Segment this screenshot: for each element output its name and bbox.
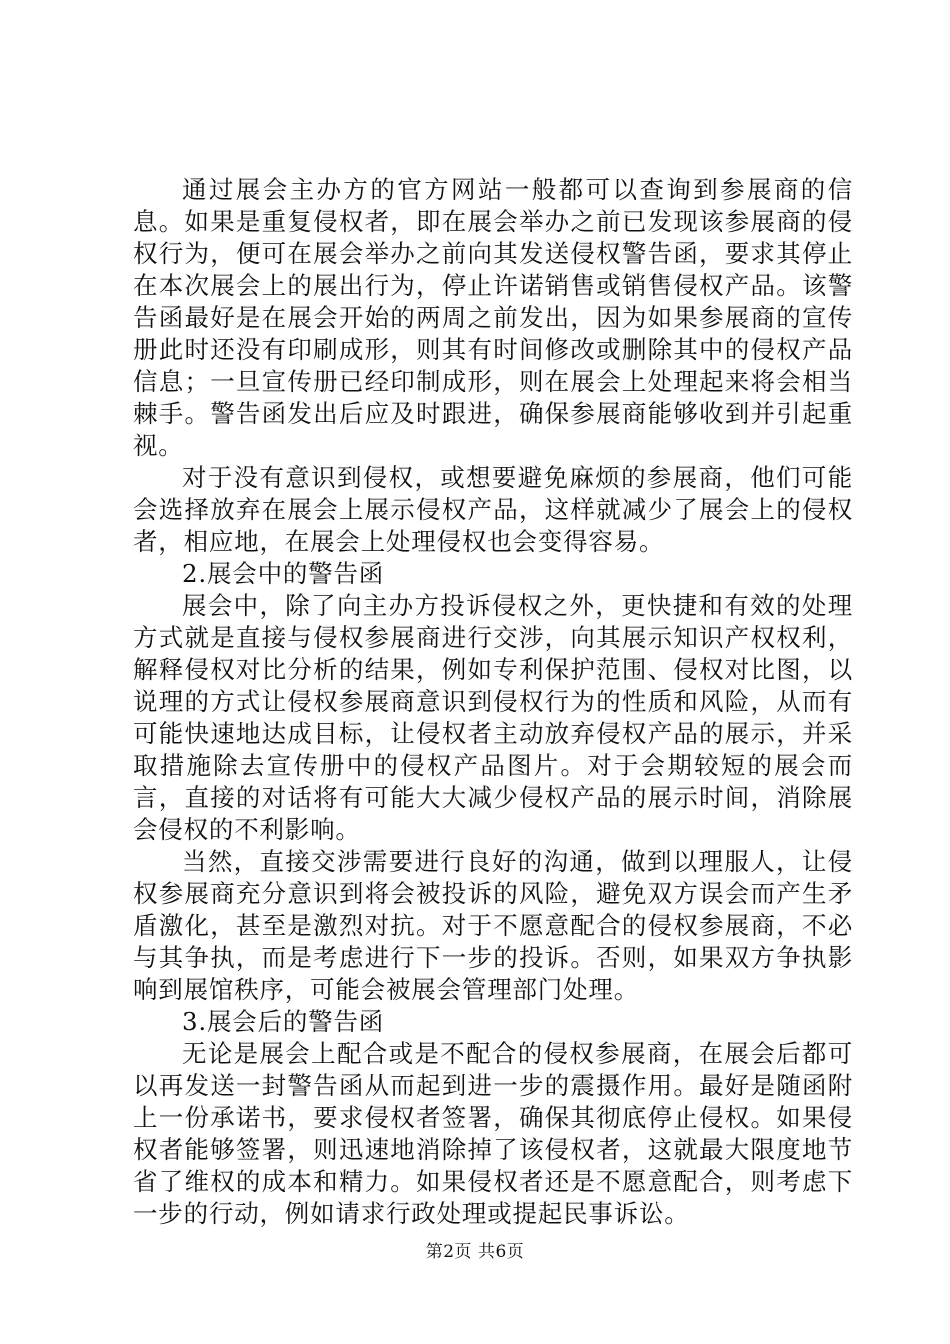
paragraph-after-exhibition: 无论是展会上配合或是不配合的侵权参展商，在展会后都可以再发送一封警告函从而起到进一步的震摄作用。最好是随函附上一份承诺书，要求侵权者签署，确保其彻底停止侵权。如果侵权者能够签署，则迅速地消除掉了该侵权者，这就最大限度地节省了维权的成本和精力。如果侵权者还是不愿意配合，则考虑下一步的行动，例如请求行政处理或提起民事诉讼。 bbox=[133, 1039, 853, 1228]
page-number-footer: 第2页 共6页 bbox=[425, 1242, 525, 1262]
paragraph-during-exhibition: 展会中，除了向主办方投诉侵权之外，更快捷和有效的处理方式就是直接与侵权参展商进行交涉，向其展示知识产权权利，解释侵权对比分析的结果，例如专利保护范围、侵权对比图，以说理的方式让侵权参展商意识到侵权行为的性质和风险，从而有可能快速地达成目标，让侵权者主动放弃侵权产品的展示，并采取措施除去宣传册中的侵权产品图片。对于会期较短的展会而言，直接的对话将有可能大大减少侵权产品的展示时间，消除展会侵权的不利影响。 bbox=[133, 591, 853, 844]
document-body bbox=[133, 174, 853, 1230]
paragraph-direct-negotiation: 当然，直接交涉需要进行良好的沟通，做到以理服人，让侵权参展商充分意识到将会被投诉的风险，避免双方误会而产生矛盾激化，甚至是激烈对抗。对于不愿意配合的侵权参展商，不必与其争执，而是考虑进行下一步的投诉。否则，如果双方争执影响到展馆秩序，可能会被展会管理部门处理。 bbox=[133, 847, 853, 1004]
section-heading-after-exhibition: 3.展会后的警告函 bbox=[182, 1007, 385, 1036]
paragraph-unaware-exhibitors: 对于没有意识到侵权，或想要避免麻烦的参展商，他们可能会选择放弃在展会上展示侵权产品，这样就减少了展会上的侵权者，相应地，在展会上处理侵权也会变得容易。 bbox=[133, 463, 853, 556]
paragraph-pre-exhibition-warning: 通过展会主办方的官方网站一般都可以查询到参展商的信息。如果是重复侵权者，即在展会举办之前已发现该参展商的侵权行为，便可在展会举办之前向其发送侵权警告函，要求其停止在本次展会上的展出行为，停止许诺销售或销售侵权产品。该警告函最好是在展会开始的两周之前发出，因为如果参展商的宣传册此时还没有印刷成形，则其有时间修改或删除其中的侵权产品信息；一旦宣传册已经印制成形，则在展会上处理起来将会相当棘手。警告函发出后应及时跟进，确保参展商能够收到并引起重视。 bbox=[133, 175, 853, 460]
section-heading-during-exhibition: 2.展会中的警告函 bbox=[182, 559, 385, 588]
